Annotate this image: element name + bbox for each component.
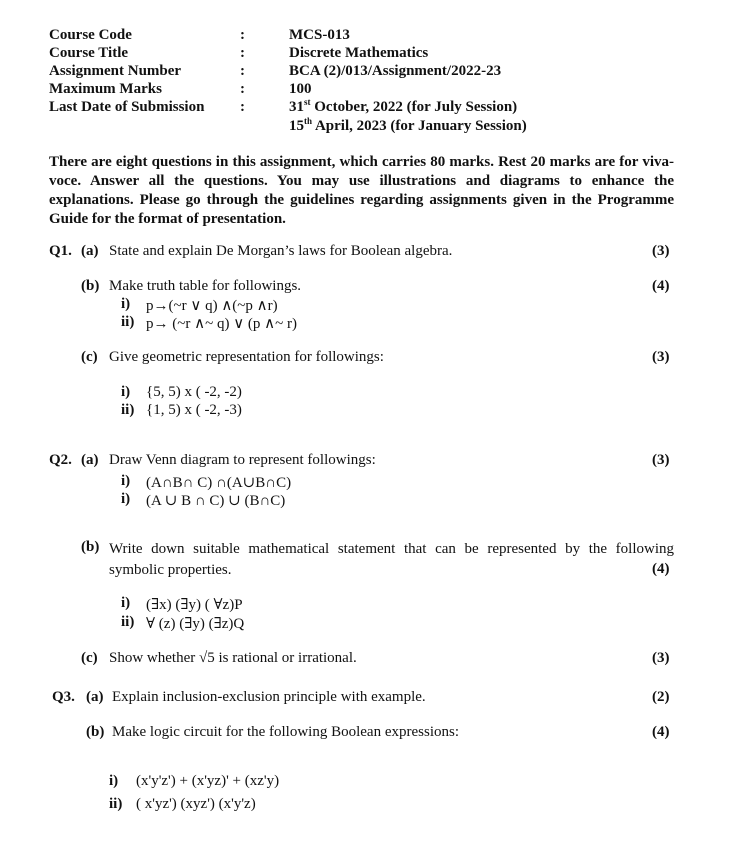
list-item-number: i)	[121, 595, 131, 611]
q3a-label: (a)	[86, 689, 104, 705]
q3b-marks: (4)	[652, 724, 670, 740]
course-title-value: Discrete Mathematics	[289, 45, 429, 61]
colon-separator: :	[240, 81, 245, 97]
maximum-marks-value: 100	[289, 81, 312, 97]
q1b-label: (b)	[81, 278, 100, 294]
q2b-item-i: (∃x) (∃y) ( ∀z)P	[146, 597, 243, 613]
q2b-label: (b)	[81, 539, 100, 555]
colon-separator: :	[240, 27, 245, 43]
q3b-item-i: (x'y'z') + (x'yz)' + (xz'y)	[136, 773, 280, 789]
q1b-item-ii: p→ (~r ∧~ q) ∨ (p ∧~ r)	[146, 316, 298, 332]
q2b-item-ii: ∀ (z) (∃y) (∃z)Q	[146, 616, 245, 632]
list-item-number: i)	[121, 473, 131, 489]
q2a-text: Draw Venn diagram to represent followings:	[109, 452, 376, 468]
q1c-text: Give geometric representation for followings:	[109, 349, 384, 365]
q1b-item-i: p→(~r ∨ q) ∧(~p ∧r)	[146, 298, 278, 314]
q1a-text: State and explain De Morgan’s laws for Boolean algebra.	[109, 243, 453, 259]
q1b-text: Make truth table for followings.	[109, 278, 302, 294]
colon-separator: :	[240, 45, 245, 61]
q3b-label: (b)	[86, 724, 105, 740]
assignment-number-label: Assignment Number	[49, 63, 182, 79]
last-date-label: Last Date of Submission	[49, 99, 205, 115]
q3a-text: Explain inclusion-exclusion principle with example.	[112, 689, 426, 705]
maximum-marks-label: Maximum Marks	[49, 81, 162, 97]
course-code-value: MCS-013	[289, 27, 350, 43]
q3a-marks: (2)	[652, 689, 670, 705]
course-title-label: Course Title	[49, 45, 129, 61]
list-item-number: i)	[109, 773, 119, 789]
q2-number: Q2.	[49, 452, 72, 468]
q2b-text: Write down suitable mathematical statement that can be represented by the following symbolic properties.	[109, 541, 674, 578]
list-item-number: i)	[121, 384, 131, 400]
list-item-number: ii)	[121, 402, 135, 418]
q1a-label: (a)	[81, 243, 99, 259]
colon-separator: :	[240, 99, 245, 115]
list-item-number: i)	[121, 491, 131, 507]
q3b-text: Make logic circuit for the following Boolean expressions:	[112, 724, 459, 740]
q1c-item-ii: {1, 5) x ( -2, -3)	[146, 402, 242, 418]
q2c-label: (c)	[81, 650, 98, 666]
q1a-marks: (3)	[652, 243, 670, 259]
instructions-paragraph: There are eight questions in this assignment, which carries 80 marks. Rest 20 marks are for viva-voce. Answer all the questions. You may use illustrations and diagrams to enhance the explanations. Please go through the guidelines regarding assignments given in the Programme Guide for the format of presentation.	[49, 154, 674, 227]
q1b-marks: (4)	[652, 278, 670, 294]
q2a-item-ii: (A ∪ B ∩ C) ∪ (B∩C)	[146, 493, 286, 509]
list-item-number: i)	[121, 296, 131, 312]
q2a-marks: (3)	[652, 452, 670, 468]
q1c-marks: (3)	[652, 349, 670, 365]
q1c-label: (c)	[81, 349, 98, 365]
q1-number: Q1.	[49, 243, 72, 259]
course-code-label: Course Code	[49, 27, 132, 43]
q2b-marks: (4)	[652, 561, 670, 577]
assignment-number-value: BCA (2)/013/Assignment/2022-23	[289, 63, 502, 79]
july-session-date: 31st October, 2022 (for July Session)	[289, 97, 518, 115]
list-item-number: ii)	[121, 614, 135, 630]
q2c-marks: (3)	[652, 650, 670, 666]
q2c-text: Show whether √5 is rational or irrational.	[109, 650, 357, 666]
q2a-label: (a)	[81, 452, 99, 468]
colon-separator: :	[240, 63, 245, 79]
q1c-item-i: {5, 5) x ( -2, -2)	[146, 384, 242, 400]
list-item-number: ii)	[109, 796, 123, 812]
january-session-date: 15th April, 2023 (for January Session)	[289, 116, 527, 134]
q3-number: Q3.	[52, 689, 75, 705]
list-item-number: ii)	[121, 314, 135, 330]
q2a-item-i: (A∩B∩ C) ∩(A∪B∩C)	[146, 475, 292, 491]
q3b-item-ii: ( x'yz') (xyz') (x'y'z)	[136, 796, 256, 812]
